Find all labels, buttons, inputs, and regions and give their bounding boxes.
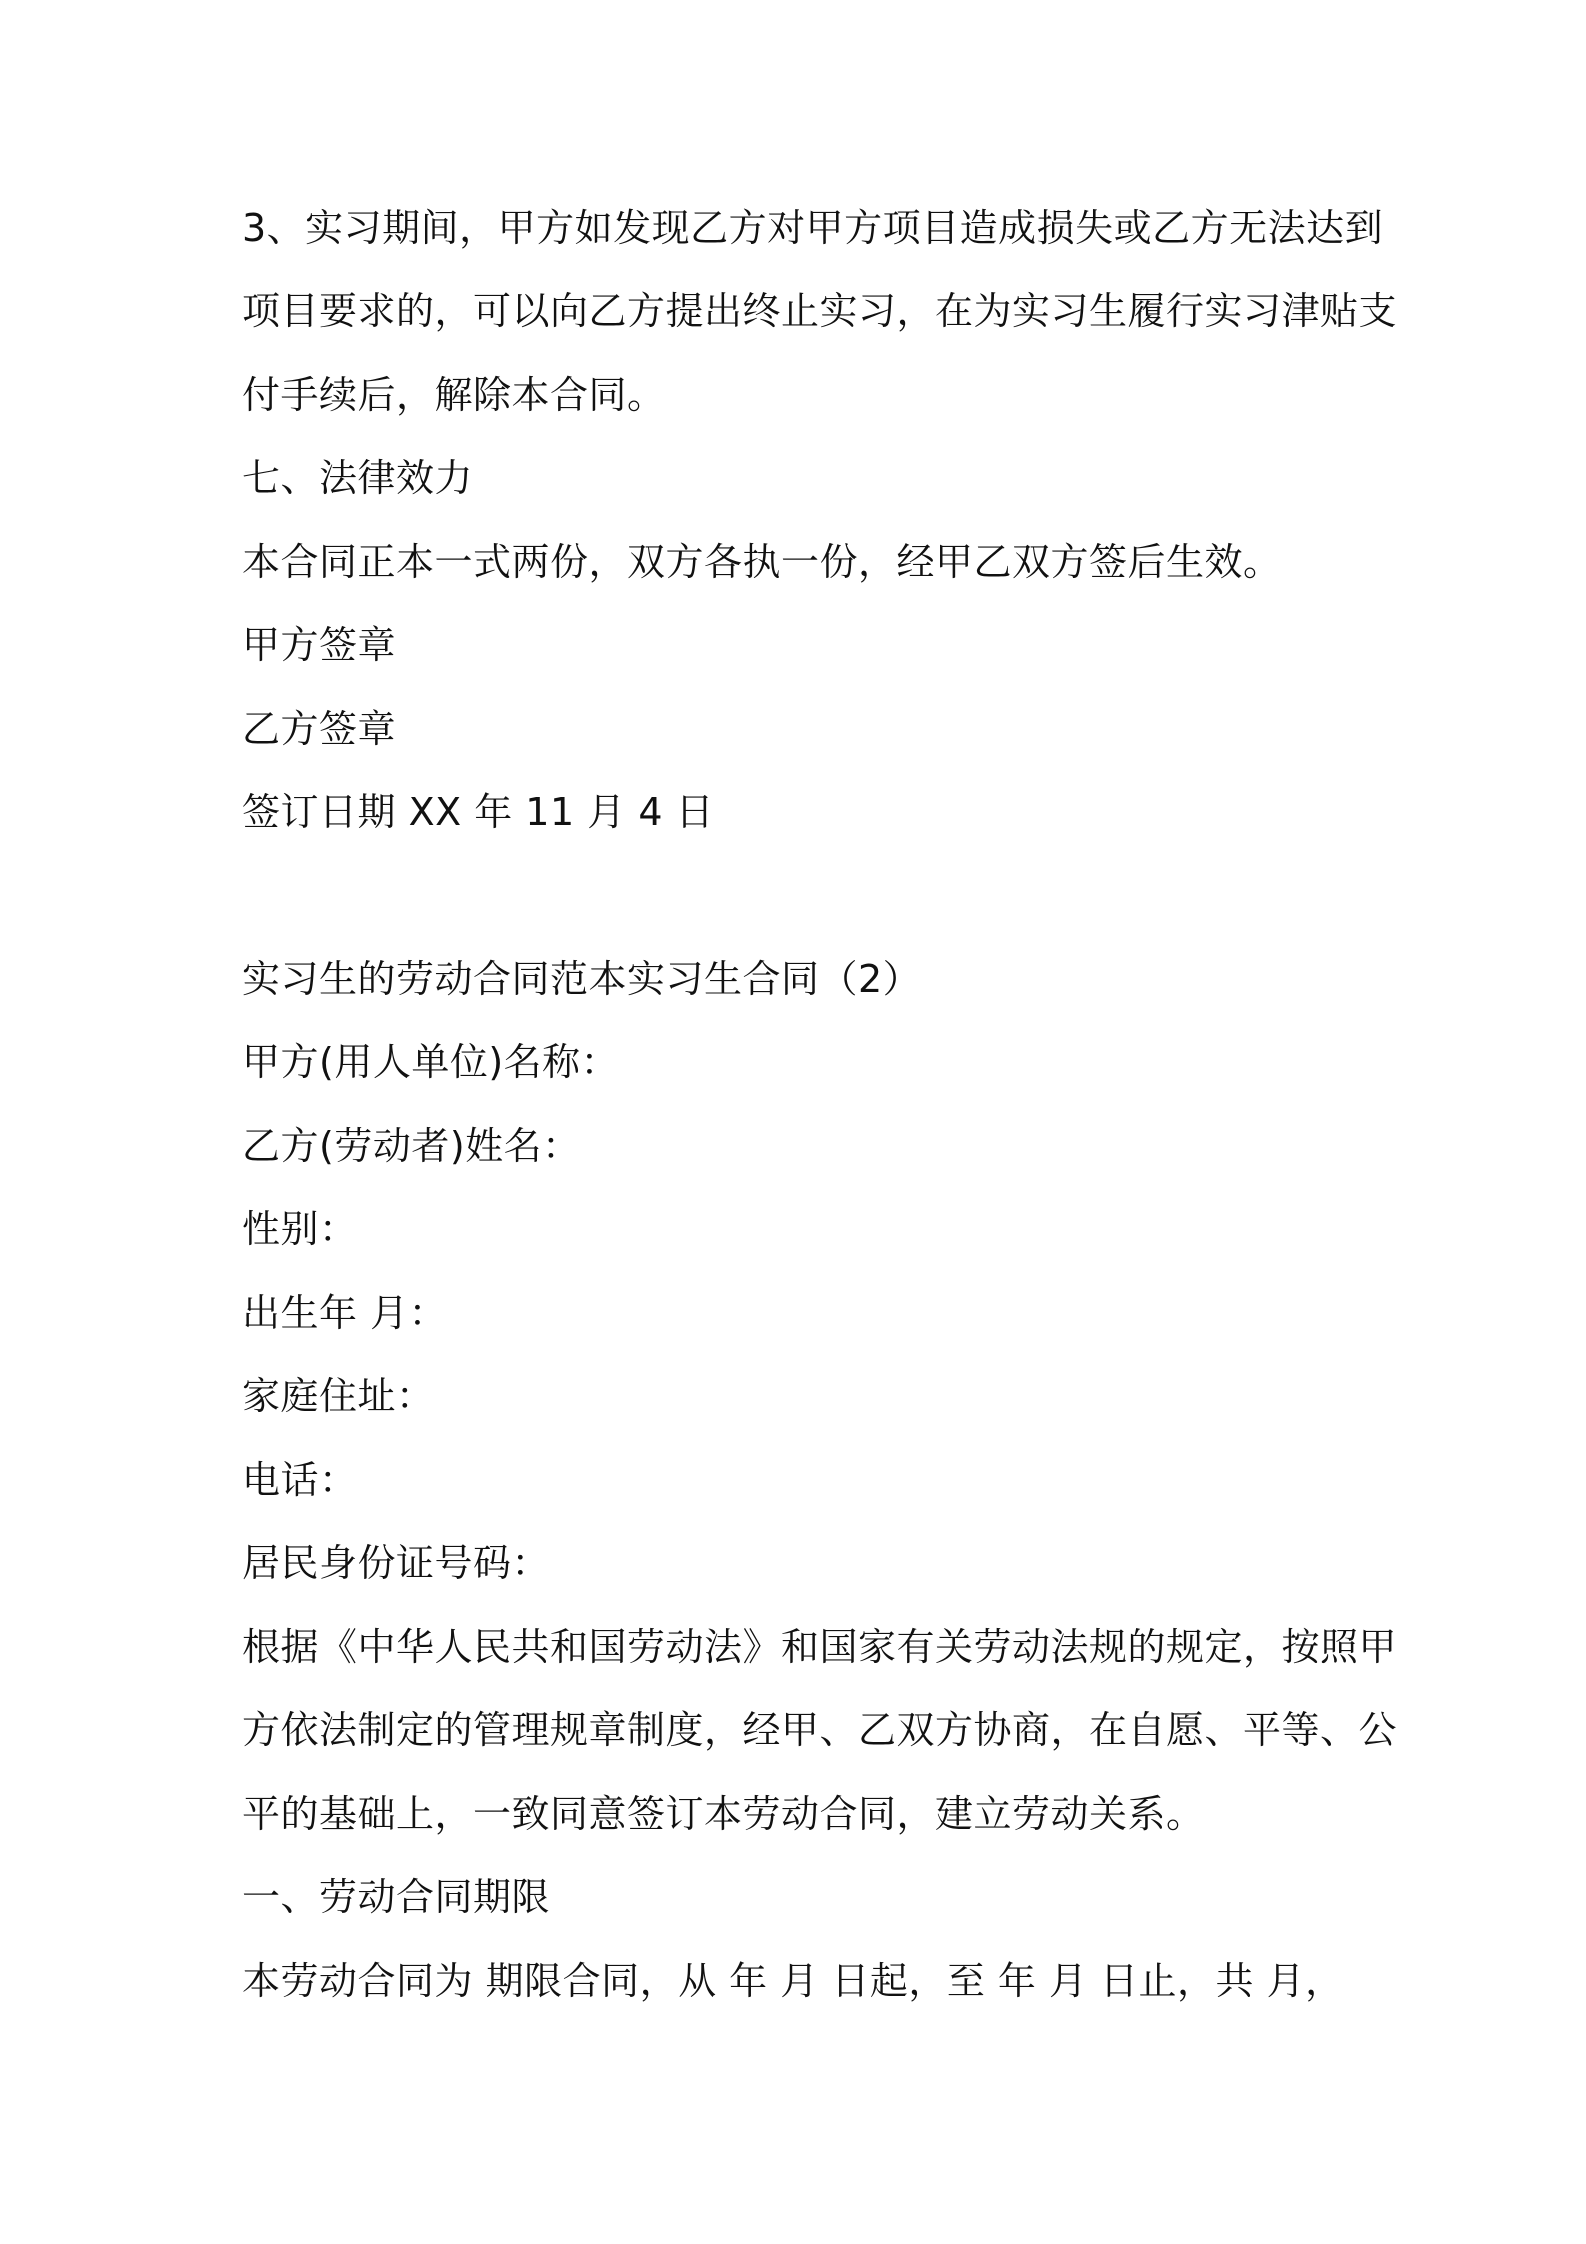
clause-3-line-2: 项目要求的，可以向乙方提出终止实习，在为实习生履行实习津贴支 <box>242 289 1398 333</box>
clause-3-line-3: 付手续后，解除本合同。 <box>242 373 666 417</box>
party-a-signature: 甲方签章 <box>242 623 397 667</box>
preamble-line-2: 方依法制定的管理规章制度，经甲、乙双方协商，在自愿、平等、公 <box>242 1708 1398 1752</box>
gender-field: 性别： <box>242 1207 358 1251</box>
home-address-field: 家庭住址： <box>242 1374 435 1418</box>
party-b-name-field: 乙方(劳动者)姓名： <box>242 1124 581 1168</box>
clause-3-line-1: 3、实习期间，甲方如发现乙方对甲方项目造成损失或乙方无法达到 <box>242 206 1384 250</box>
signing-date: 签订日期 XX 年 11 月 4 日 <box>242 790 715 834</box>
id-number-field: 居民身份证号码： <box>242 1541 551 1585</box>
contract-term-text: 本劳动合同为 期限合同，从 年 月 日起，至 年 月 日止，共 月， <box>242 1959 1344 2003</box>
preamble-line-3: 平的基础上，一致同意签订本劳动合同，建立劳动关系。 <box>242 1792 1205 1836</box>
phone-field: 电话： <box>242 1458 358 1502</box>
birth-date-field: 出生年 月： <box>242 1291 448 1335</box>
party-a-name-field: 甲方(用人单位)名称： <box>242 1040 620 1084</box>
section-heading-contract-term: 一、劳动合同期限 <box>242 1875 551 1919</box>
party-b-signature: 乙方签章 <box>242 707 397 751</box>
legal-effect-text: 本合同正本一式两份，双方各执一份，经甲乙双方签后生效。 <box>242 540 1282 584</box>
preamble-line-1: 根据《中华人民共和国劳动法》和国家有关劳动法规的规定，按照甲 <box>242 1625 1398 1669</box>
section-heading-legal-effect: 七、法律效力 <box>242 456 474 500</box>
contract-2-title: 实习生的劳动合同范本实习生合同（2） <box>242 957 922 1001</box>
